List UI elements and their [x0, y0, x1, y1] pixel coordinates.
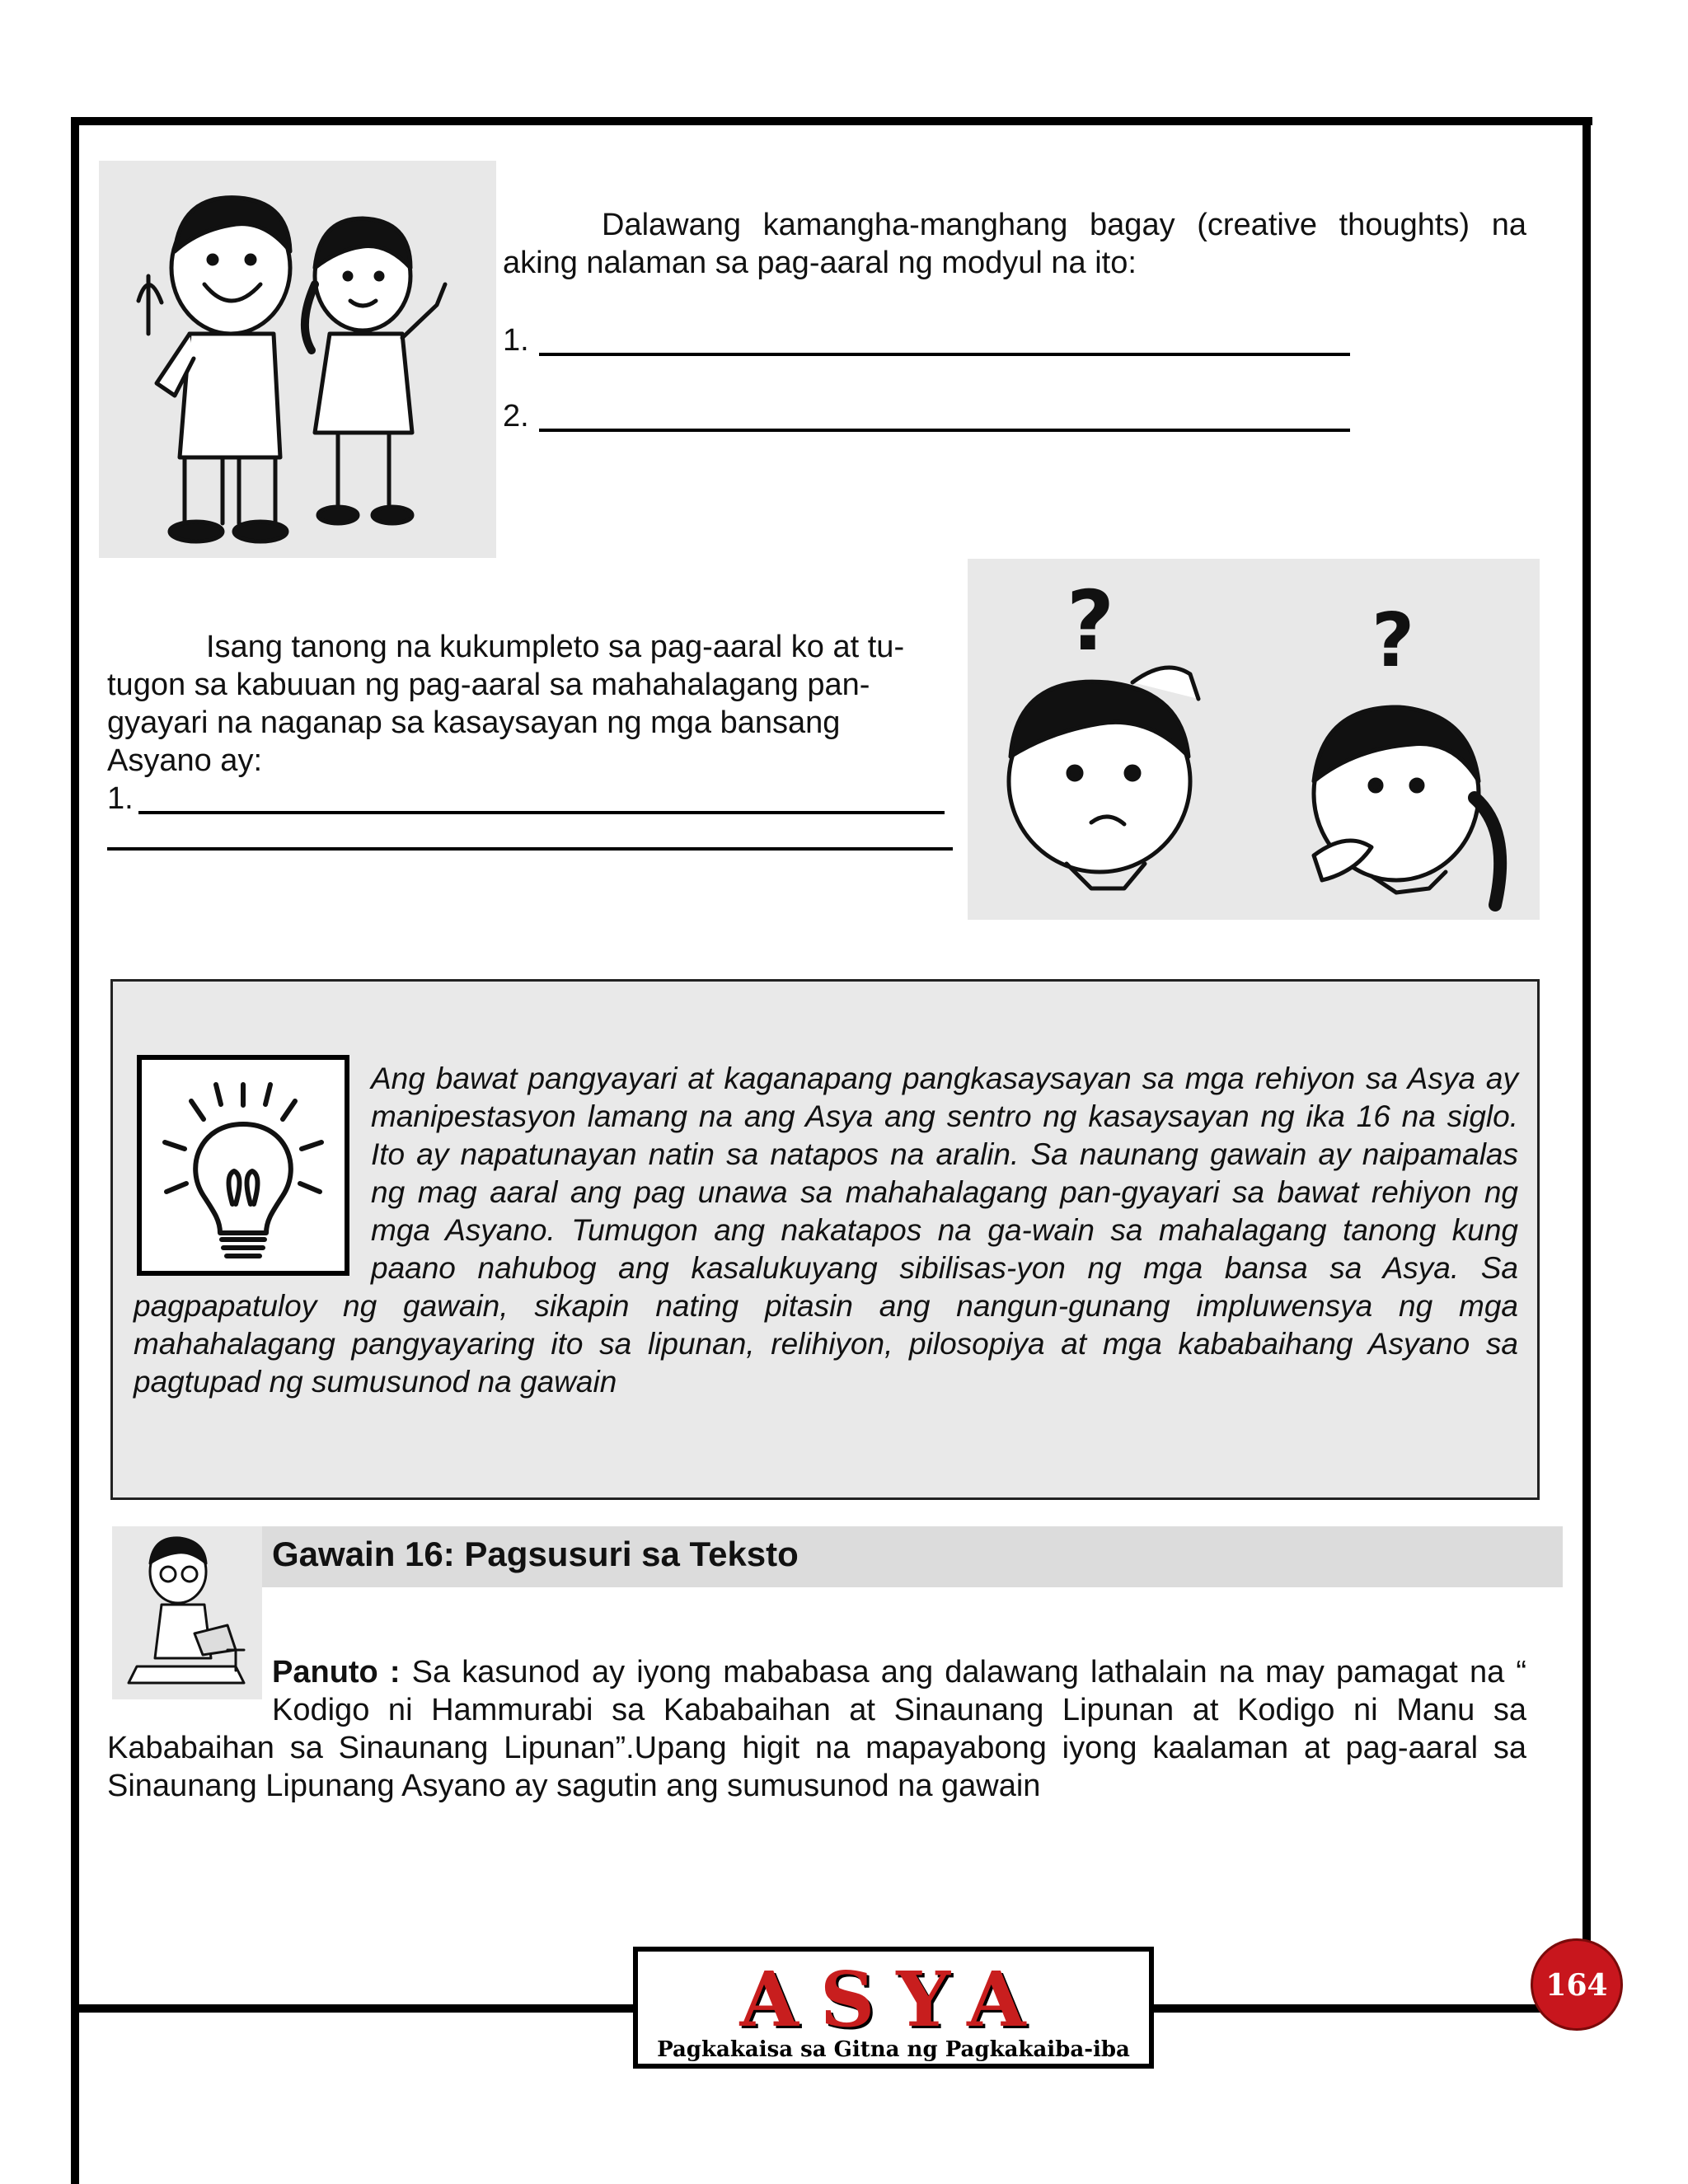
section2-item1-number: 1.	[107, 781, 134, 816]
kids-thumbsup-illustration	[99, 161, 496, 558]
panuto-label: Panuto :	[272, 1655, 401, 1690]
asya-logo	[633, 1947, 1154, 2069]
panuto-paragraph	[107, 1653, 1526, 1805]
section1-item1-number: 1.	[503, 323, 529, 358]
section1-intro: Dalawang kamangha-manghang bagay (creative thoughts) na aking nalaman sa pag-aaral ng modyul na ito:	[503, 208, 1526, 280]
panuto-text: Sa kasunod ay iyong mababasa ang dalawang lathalain na may pamagat na “ Kodigo ni Hammurabi sa Kababaihan at Sinaunang Lipunan at Kodigo ni Manu sa Kababaihan sa Sinaunang Lipunan”.Upang higit na mapayabong iyong kaalaman at pag-aaral sa Sinaunang Lipunang Asyano ay sagutin ang sumusunod na gawain	[107, 1655, 1526, 1803]
logo-tagline: Pagkakaisa sa Gitna ng Pagkakaiba-iba	[657, 2037, 1130, 2062]
section1-answer-line-2[interactable]	[539, 429, 1350, 432]
section2-answer-line-1[interactable]	[138, 811, 945, 814]
frame-bottom-left	[71, 2004, 640, 2013]
illustration-wrap-spacer	[107, 1653, 272, 1729]
svg-text:?: ?	[1372, 598, 1415, 684]
logo-word: ASYA	[739, 1955, 1048, 2044]
frame-right	[1582, 117, 1591, 2013]
frame-top	[71, 117, 1592, 125]
callout-text: Ang bawat pangyayari at kaganapang pangkasaysayan sa mga rehiyon sa Asya ay manipestasyon lamang na ang Asya ang sentro ng kasaysayan ng ika 16 na siglo. Ito ay napatunayan natin sa natapos na aralin. Sa naunang gawain ay naipamalas ng mag aaral ang pag unawa sa mahahalagang pan-gyayari sa bawat rehiyon ng mga Asyano. Tumugon ang nakatapos na ga-wain sa mahalagang tanong kung paano nahubog ang kasalukuyang sibilisas-yon ng mga bansa sa Asya. Sa pagpapatuloy ng gawain, sikapin nating pitasin ang nangun-gunang impluwensya ng mga mahahalagang pangyayaring ito sa lipunan, relihiyon, pilosopiya at mga kababaihang Asyano sa pagtupad ng sumusunod na gawain	[134, 1062, 1518, 1399]
confused-kids-illustration	[968, 559, 1540, 920]
section1-answer-line-1[interactable]	[539, 353, 1350, 356]
activity-title: Gawain 16: Pagsusuri sa Teksto	[272, 1535, 799, 1573]
section2-answer-line-2[interactable]	[107, 847, 953, 851]
frame-left	[71, 117, 79, 2184]
section2-question: Isang tanong na kukumpleto sa pag-aaral ko at tu-tugon sa kabuuan ng pag-aaral sa mahahalagang pan-gyayari na naganap sa kasaysayan ng mga bansang Asyano ay:	[107, 630, 905, 778]
section1-item2-number: 2.	[503, 399, 529, 434]
page-number-badge: 164	[1531, 1938, 1623, 2031]
svg-text:?: ?	[1067, 573, 1115, 669]
frame-bottom-right	[1147, 2004, 1592, 2013]
